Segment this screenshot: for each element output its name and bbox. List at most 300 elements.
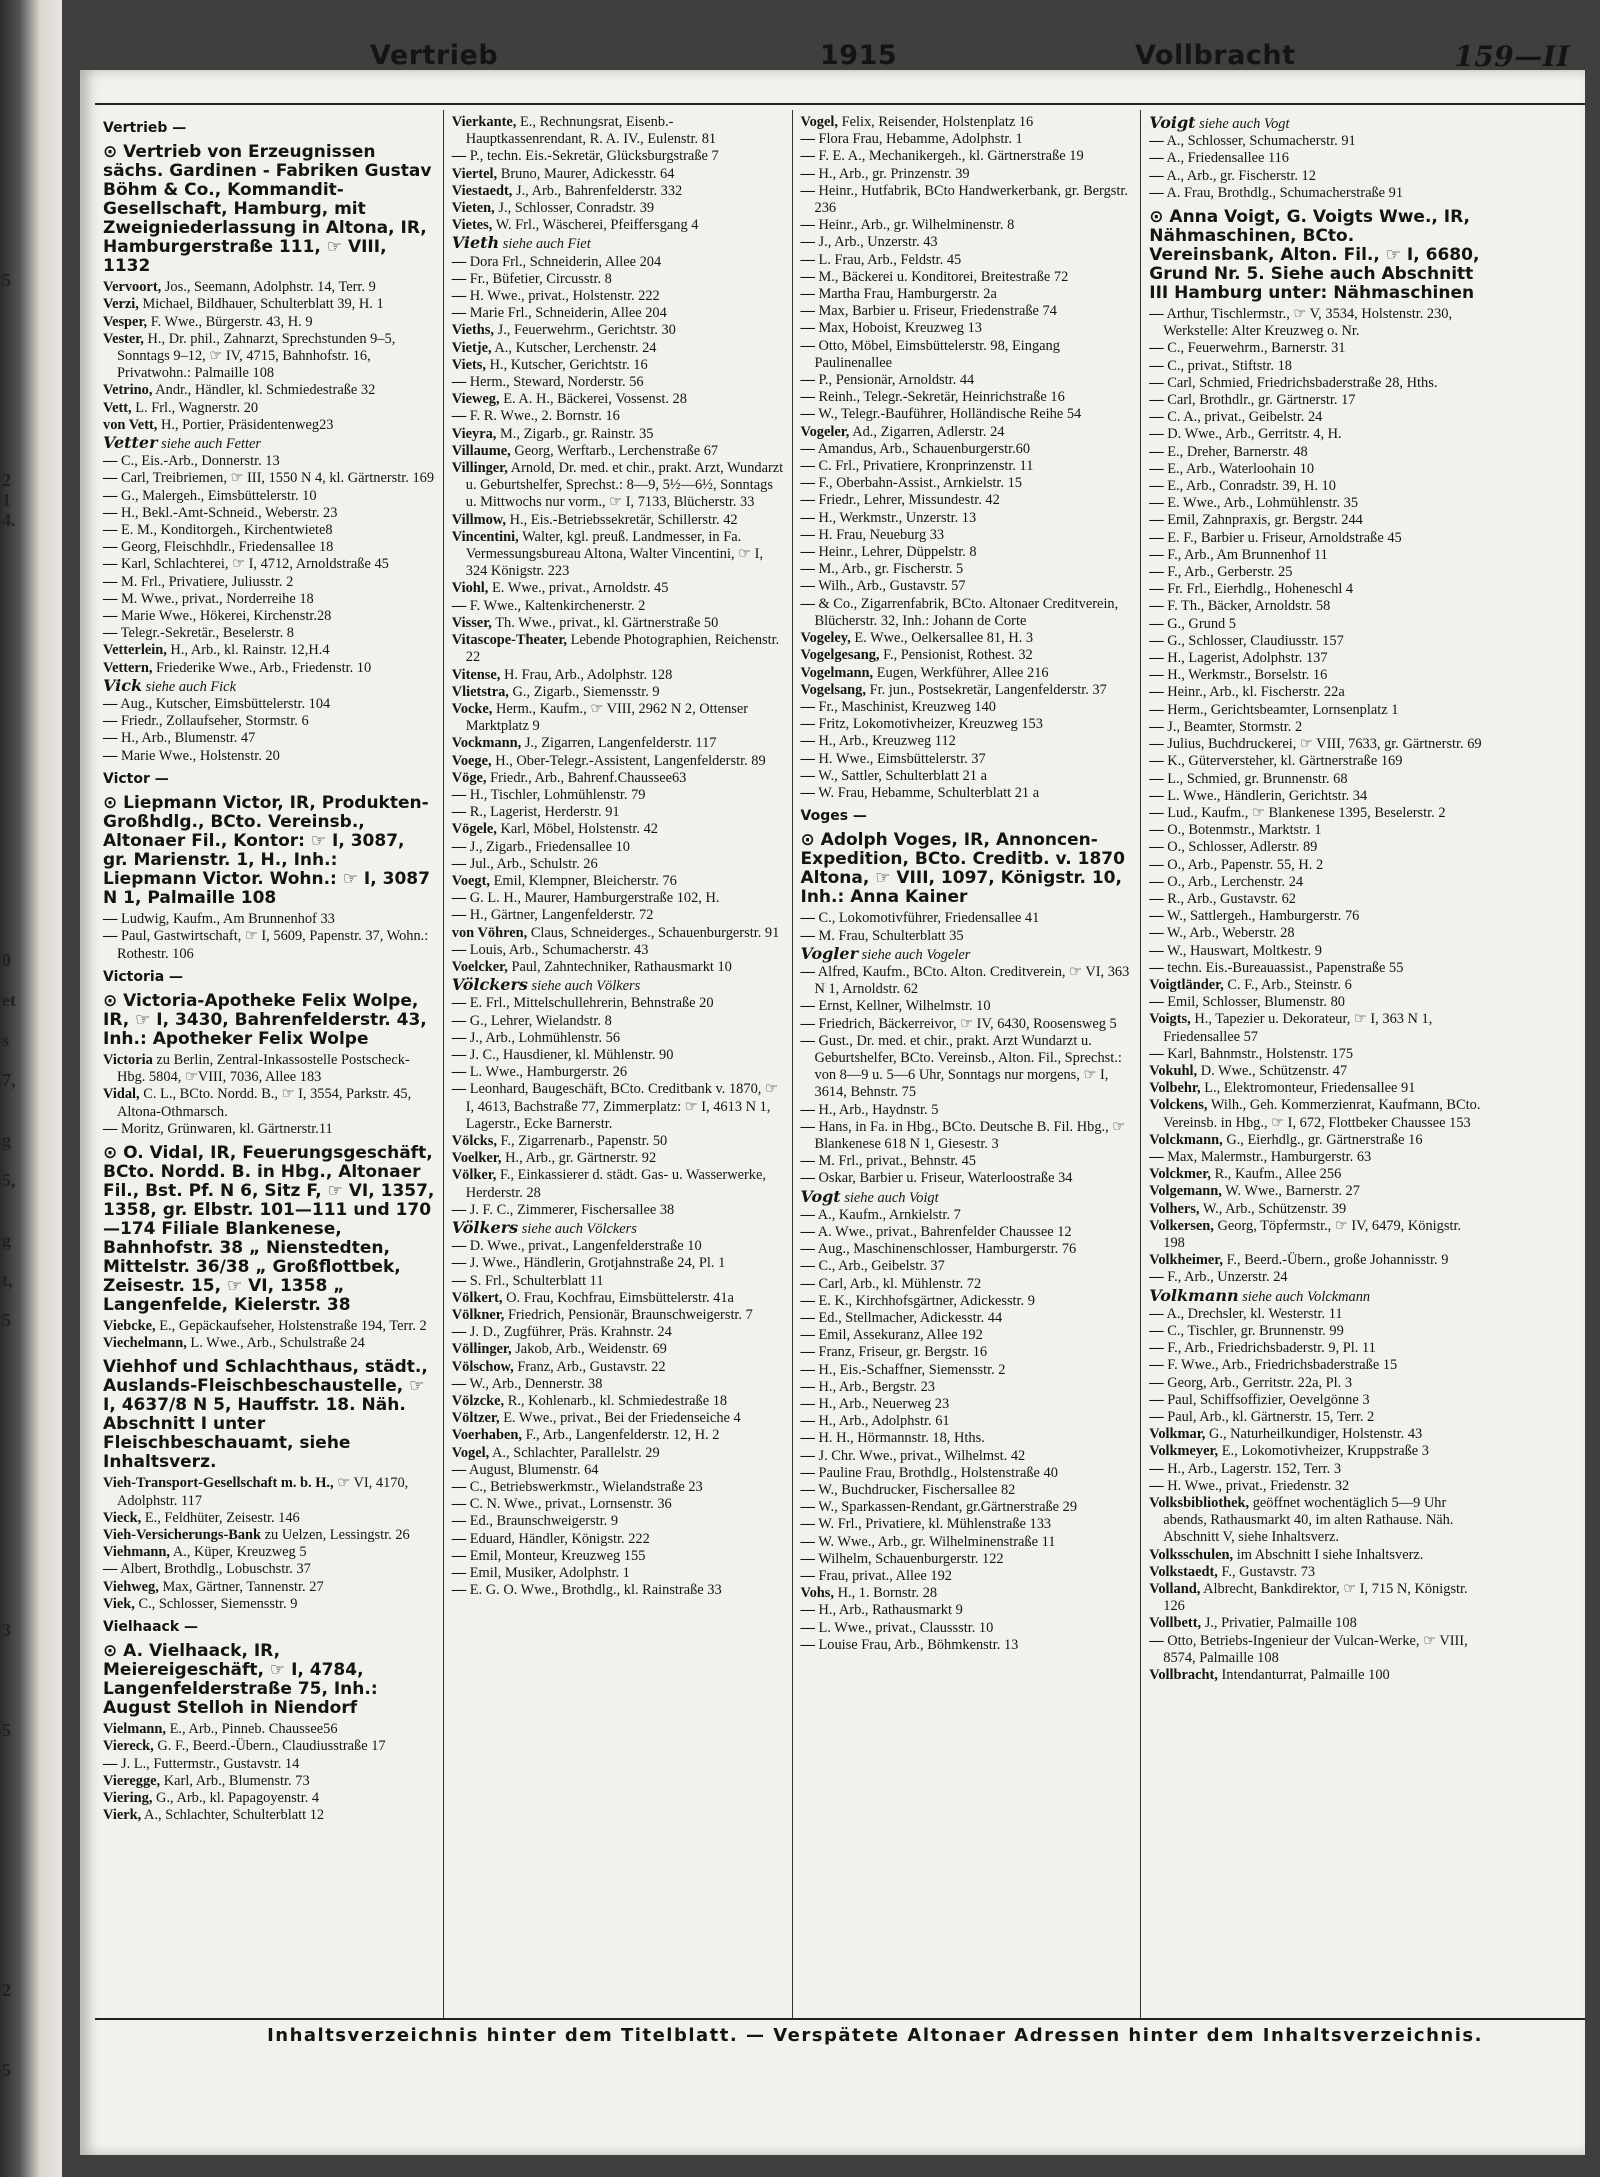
entry-surname: Volgemann, [1149, 1183, 1222, 1200]
entry-surname: — [800, 750, 815, 767]
directory-entry [452, 408, 784, 425]
entry-surname: — [451, 1565, 467, 1582]
entry-surname: — [1149, 890, 1164, 907]
entry-surname: — [451, 907, 467, 924]
directory-entry [452, 305, 784, 322]
entry-surname: — [451, 305, 467, 322]
directory-entry [1149, 392, 1482, 409]
directory-entry [452, 1393, 784, 1410]
directory-entry [452, 357, 784, 374]
directory-entry [1149, 857, 1482, 874]
directory-entry [103, 1527, 435, 1544]
entry-surname: — [800, 440, 815, 457]
entry-details: Heinr., Arb., gr. Wilhelminenstr. 8 [818, 217, 1015, 234]
entry-surname: — [1149, 959, 1164, 976]
directory-entry [801, 1465, 1133, 1482]
entry-details: G., Arb., kl. Papagoyenstr. 4 [156, 1789, 320, 1806]
directory-entry [1149, 994, 1482, 1011]
entry-surname: Villinger, [451, 460, 508, 477]
entry-surname: — [103, 1561, 118, 1578]
adjacent-page-fragment: et [2, 990, 16, 1010]
entry-details: K., Güterversteher, kl. Gärtnerstraße 169 [1167, 753, 1403, 770]
directory-entry [1149, 1478, 1482, 1495]
entry-details: C., Schlosser, Siemensstr. 9 [138, 1595, 298, 1612]
entry-details: Emil, Zahnpraxis, gr. Bergstr. 244 [1167, 512, 1363, 529]
entry-surname: — [451, 1201, 467, 1218]
entry-details: H., Kutscher, Gerichtstr. 16 [489, 356, 648, 373]
directory-entry [801, 166, 1133, 183]
entry-details: M., Bäckerei u. Konditorei, Breitestraße 72 [818, 268, 1069, 285]
entry-details: Louise Frau, Arb., Böhmkenstr. 13 [818, 1636, 1019, 1653]
entry-details: H. Wwe., Eimsbüttelerstr. 37 [818, 750, 986, 767]
entry-details: Jakob, Arb., Weidenstr. 69 [515, 1341, 667, 1358]
entry-details: D. Wwe., privat., Langenfelderstraße 10 [469, 1238, 702, 1255]
directory-entry [452, 632, 784, 666]
directory-entry [452, 114, 784, 148]
entry-details: Fr. Frl., Eierhdlg., Hoheneschl 4 [1167, 581, 1354, 598]
directory-entry [452, 1081, 784, 1133]
entry-details: C., Lokomotivführer, Friedensallee 41 [818, 910, 1040, 927]
entry-surname: Vesper, [103, 313, 148, 330]
directory-entry [452, 1341, 784, 1358]
entry-surname: Viehweg, [103, 1578, 159, 1595]
directory-entry [103, 1579, 435, 1596]
directory-entry [103, 730, 435, 747]
entry-surname: — [1149, 529, 1164, 546]
entry-surname: — [1149, 581, 1164, 598]
directory-entry [452, 856, 784, 873]
entry-surname: — [800, 389, 815, 406]
entry-details: Carl, Brothdlr., gr. Gärtnerstr. 17 [1167, 392, 1356, 409]
directory-entry [103, 1596, 435, 1613]
entry-surname: — [103, 590, 118, 607]
entry-surname: Voigt [1149, 113, 1196, 132]
entry-surname: Voerhaben, [451, 1427, 522, 1444]
directory-entry [452, 288, 784, 305]
entry-surname: — [1149, 512, 1164, 529]
directory-entry [452, 391, 784, 408]
directory-entry [452, 1307, 784, 1324]
directory-entry [1149, 1306, 1482, 1323]
directory-entry [452, 512, 784, 529]
entry-details: F., Arb., Friedrichsbaderstr. 9, Pl. 11 [1167, 1340, 1376, 1357]
entry-details: E. M., Konditorgeh., Kirchentwiete8 [121, 522, 333, 539]
directory-entry [1149, 1409, 1482, 1426]
entry-details: H., Tapezier u. Dekorateur, ☞ I, 363 N 1, Friedensallee 57 [1163, 1011, 1433, 1045]
entry-details: L. Wwe., privat., Claussstr. 10 [818, 1619, 994, 1636]
entry-surname: — [800, 767, 815, 784]
entry-details: Lud., Kaufm., ☞ Blankenese 1395, Beselerstr. 2 [1167, 804, 1446, 821]
directory-entry [103, 331, 435, 383]
entry-details: F., Zigarrenarb., Papenstr. 50 [500, 1132, 668, 1149]
entry-surname: Vollbracht, [1149, 1667, 1218, 1684]
directory-entry [452, 460, 784, 512]
entry-surname: Volksbibliothek, [1149, 1495, 1250, 1512]
directory-entry [801, 561, 1133, 578]
directory-entry [1149, 461, 1482, 478]
entry-surname: Volbehr, [1149, 1080, 1201, 1097]
header-rule [95, 103, 1585, 105]
directory-entry [1149, 633, 1482, 650]
entry-details: G., Lehrer, Wielandstr. 8 [469, 1012, 612, 1029]
entry-details: Max, Hoboist, Kreuzweg 13 [818, 320, 982, 337]
entry-details: Oskar, Barbier u. Friseur, Waterloostraße 34 [818, 1170, 1073, 1187]
directory-entry [452, 374, 784, 391]
entry-surname: Vöge, [451, 769, 487, 786]
directory-entry [452, 598, 784, 615]
entry-details: Emil, Klempner, Bleicherstr. 76 [493, 872, 677, 889]
entry-surname: Völschow, [451, 1358, 514, 1375]
entry-surname: Volkersen, [1149, 1217, 1214, 1234]
entry-surname: — [800, 1258, 815, 1275]
entry-surname: — [800, 1015, 815, 1032]
directory-entry [452, 1013, 784, 1030]
directory-entry [452, 804, 784, 821]
directory-entry [452, 580, 784, 597]
directory-entry [1149, 1323, 1482, 1340]
entry-surname: — [800, 1170, 815, 1187]
entry-surname: — [800, 131, 815, 148]
entry-details: F., Oberbahn-Assist., Arnkielstr. 15 [818, 475, 1023, 492]
entry-details: H., Arb., Haydnstr. 5 [818, 1101, 939, 1118]
directory-entry [1149, 1166, 1482, 1183]
entry-details: Leonhard, Baugeschäft, BCto. Creditbank v. 1870, ☞ I, 4613, Bachstraße 77, Zimmerplatz: ☞ I, 4613 N 1, Lagerstr., Ecke Barnerstr. [465, 1081, 778, 1132]
entry-details: Heinr., Lehrer, Düppelstr. 8 [818, 544, 977, 561]
entry-surname: Vieths, [451, 322, 494, 339]
entry-details: J., Schlosser, Conradstr. 39 [498, 200, 655, 217]
entry-surname: — [1149, 1305, 1164, 1322]
directory-entry [452, 942, 784, 959]
directory-entry [452, 254, 784, 271]
entry-surname: — [1149, 908, 1164, 925]
directory-entry [103, 1475, 435, 1509]
entry-details: Julius, Buchdruckerei, ☞ VIII, 7633, gr. Gärtnerstr. 69 [1167, 736, 1482, 753]
entry-surname: — [800, 372, 815, 389]
directory-entry [1149, 1564, 1482, 1581]
directory-entry [1149, 1011, 1482, 1045]
business-advertisement: ⊙ Adolph Voges, IR, Annoncen-Expedition, BCto. Creditb. v. 1870 Altona, ☞ VIII, 1097, Königstr. 10, Inh.: Anna Kainer [800, 830, 1125, 908]
entry-surname: Voegt, [451, 872, 490, 889]
directory-entry [1149, 1149, 1482, 1166]
entry-surname: Viechelmann, [103, 1335, 187, 1352]
entry-surname: — [800, 234, 815, 251]
entry-details: G. L. H., Maurer, Hamburgerstraße 102, H. [469, 890, 720, 907]
entry-details: Michael, Bildhauer, Schulterblatt 39, H. 1 [142, 296, 384, 313]
directory-entry [801, 1430, 1133, 1447]
directory-entry [1149, 340, 1482, 357]
directory-entry [103, 748, 435, 765]
entry-details: Reinh., Telegr.-Sekretär, Heinrichstraße 16 [818, 389, 1065, 406]
entry-surname: — [800, 1413, 815, 1430]
adjacent-page-fragment: 0 [2, 950, 11, 970]
entry-details: J. Chr. Wwe., privat., Wilhelmst. 42 [818, 1447, 1026, 1464]
entry-surname: — [451, 1479, 467, 1496]
directory-entry [801, 303, 1133, 320]
entry-surname: — [800, 1118, 815, 1135]
entry-surname: — [451, 1046, 467, 1063]
entry-details: Dora Frl., Schneiderin, Allee 204 [469, 253, 662, 270]
entry-surname: Villmow, [451, 511, 506, 528]
directory-entry [452, 1531, 784, 1548]
entry-surname: von Vöhren, [451, 924, 528, 941]
entry-surname: Völzcke, [451, 1393, 505, 1410]
directory-entry [103, 713, 435, 730]
entry-details: H., Arb., Kreuzweg 112 [818, 733, 956, 750]
entry-surname: Vieh-Transport-Gesellschaft m. b. H., [103, 1475, 334, 1492]
entry-surname: — [103, 625, 118, 642]
entry-details: Alfred, Kaufm., BCto. Alton. Creditverein, ☞ VI, 363 N 1, Arnoldstr. 62 [814, 963, 1130, 998]
entry-surname: — [800, 475, 815, 492]
directory-entry [801, 510, 1133, 527]
entry-details: C., Tischler, gr. Brunnenstr. 99 [1167, 1323, 1344, 1339]
directory-entry [1149, 1426, 1482, 1443]
directory-entry [801, 682, 1133, 699]
directory-entry [1149, 684, 1482, 701]
directory-entry [1149, 1201, 1482, 1218]
directory-entry [452, 787, 784, 804]
entry-surname: — [1149, 1374, 1164, 1391]
entry-details: Max, Malermstr., Hamburgerstr. 63 [1167, 1148, 1372, 1165]
entry-details: G. F., Beerd.-Übern., Claudiusstraße 17 [157, 1738, 386, 1755]
entry-details: Franz, Arb., Gustavstr. 22 [517, 1358, 666, 1375]
directory-entry [801, 1362, 1133, 1379]
entry-details: C., Eis.-Arb., Donnerstr. 13 [121, 453, 280, 470]
directory-entry [452, 1255, 784, 1272]
entry-details: Georg, Arb., Gerritstr. 22a, Pl. 3 [1167, 1374, 1353, 1391]
adjacent-page-fragment: t, [2, 1270, 13, 1290]
adjacent-page-fragment: 5 [2, 1720, 11, 1740]
entry-surname: Vierkante, [451, 114, 517, 130]
directory-entry [1149, 908, 1482, 925]
entry-surname: — [800, 217, 815, 234]
directory-entry [1149, 891, 1482, 908]
entry-details: H., Eis.-Betriebssekretär, Schillerstr. 42 [509, 511, 738, 528]
directory-entry [1149, 1080, 1482, 1097]
directory-entry [801, 1207, 1133, 1224]
entry-surname: Volkstaedt, [1149, 1563, 1218, 1580]
entry-details: geöffnet wochentäglich 5—9 Uhr abends, Rathausmarkt 40, im alten Rathause. Näh. Abschnitt V, siehe Inhaltsverz. [1163, 1495, 1454, 1546]
entry-surname: Vogelgesang, [800, 647, 880, 664]
cross-reference [452, 1219, 784, 1238]
entry-surname: Vieyra, [451, 425, 497, 442]
directory-entry [1149, 1667, 1482, 1684]
entry-surname: — [1149, 1409, 1164, 1426]
directory-entry [452, 1167, 784, 1201]
entry-details: G., Naturheilkundiger, Holstenstr. 43 [1208, 1426, 1423, 1443]
entry-details: H., Eis.-Schaffner, Siemensstr. 2 [818, 1361, 1006, 1378]
directory-entry [801, 733, 1133, 750]
entry-details: Ernst, Kellner, Wilhelmstr. 10 [818, 998, 991, 1015]
entry-details: M., Arb., gr. Fischerstr. 5 [818, 561, 964, 578]
directory-entry [452, 753, 784, 770]
entry-surname: — [800, 182, 815, 199]
adjacent-page-fragment: 5 [2, 1310, 11, 1330]
directory-entry [452, 183, 784, 200]
entry-details: F. R. Wwe., 2. Bornstr. 16 [469, 408, 620, 425]
entry-details: Arthur, Tischlermstr., ☞ V, 3534, Holstenstr. 230, Werkstelle: Alter Kreuzweg o. Nr. [1163, 306, 1453, 340]
column-1 [95, 110, 444, 2018]
entry-surname: — [103, 747, 118, 764]
directory-entry [801, 1482, 1133, 1499]
entry-details: J., Zigarb., Friedensallee 10 [469, 838, 631, 855]
entry-details: P., Pensionär, Arnoldstr. 44 [818, 372, 975, 389]
entry-surname: — [1149, 443, 1164, 460]
entry-details: J., Arb., Lohmühlenstr. 56 [469, 1029, 621, 1046]
entry-details: Fr., Büfetier, Circusstr. 8 [469, 270, 612, 287]
directory-entry [103, 1510, 435, 1527]
entry-surname: Viehmann, [103, 1544, 171, 1561]
directory-entry [1149, 650, 1482, 667]
directory-entry [801, 372, 1133, 389]
directory-entry [801, 578, 1133, 595]
entry-surname: Vettern, [103, 659, 153, 676]
entry-details: E. Frl., Mittelschullehrerin, Behnstraße 20 [469, 995, 714, 1012]
entry-surname: — [800, 698, 815, 715]
entry-details: H., Arb., kl. Rainstr. 12,H.4 [170, 642, 330, 659]
directory-entry [801, 1534, 1133, 1551]
entry-surname: — [800, 1430, 815, 1447]
entry-surname: Vieten, [451, 200, 495, 217]
entry-details: O., Arb., Papenstr. 55, H. 2 [1167, 856, 1324, 873]
entry-surname: Vohs, [800, 1585, 834, 1602]
entry-surname: Vieck, [103, 1509, 142, 1526]
directory-entry [103, 279, 435, 296]
entry-details: H., Gärtner, Langenfelderstr. 72 [469, 907, 654, 924]
entry-surname: Vollbett, [1149, 1615, 1202, 1632]
entry-details: L. Wwe., Händlerin, Gerichtstr. 34 [1167, 787, 1368, 804]
entry-details: F., Arb., Langenfelderstr. 12, H. 2 [525, 1427, 720, 1444]
entry-details: H., Arb., Lagerstr. 152, Terr. 3 [1167, 1460, 1342, 1477]
entry-surname: — [1149, 1477, 1164, 1494]
directory-entry [801, 665, 1133, 682]
page-footer: Inhaltsverzeichnis hinter dem Titelblatt. — Verspätete Altonaer Adressen hinter dem Inhaltsverzeichnis. [267, 2025, 1483, 2046]
entry-surname: — [451, 855, 467, 872]
directory-entry [452, 1582, 784, 1599]
entry-details: H., Arb., gr. Prinzenstr. 39 [818, 165, 970, 182]
directory-entry [452, 1479, 784, 1496]
adjacent-page-fragment: 7, [2, 1070, 16, 1090]
entry-details: H. Frau, Arb., Adolphstr. 128 [503, 666, 673, 683]
entry-surname: — [451, 1029, 467, 1046]
entry-details: Emil, Musiker, Adolphstr. 1 [469, 1565, 630, 1582]
entry-details: J., Privatier, Palmaille 108 [1204, 1615, 1357, 1632]
entry-surname: — [800, 492, 815, 509]
adjacent-page-fragment: s [2, 1030, 10, 1050]
entry-surname: — [451, 786, 467, 803]
entry-details: L., Schmied, gr. Brunnenstr. 68 [1167, 770, 1348, 787]
entry-details: Otto, Möbel, Eimsbüttelerstr. 98, Eingang Paulinenallee [814, 337, 1060, 371]
directory-entry [801, 1344, 1133, 1361]
entry-surname: — [451, 838, 467, 855]
entry-details: Otto, Betriebs-Ingenieur der Vulcan-Werke, ☞ VIII, 8574, Palmaille 108 [1163, 1632, 1468, 1666]
entry-surname: — [800, 251, 815, 268]
directory-entry [1149, 495, 1482, 512]
entry-surname: — [800, 716, 815, 733]
entry-surname: Völtzer, [451, 1410, 500, 1427]
entry-surname: — [1149, 1148, 1164, 1165]
entry-details: A., Schlachter, Schulterblatt 12 [144, 1807, 325, 1824]
directory-entry [452, 217, 784, 234]
entry-surname: — [1149, 133, 1164, 150]
entry-details: A., Küper, Kreuzweg 5 [172, 1544, 307, 1561]
entry-details: Friederike Wwe., Arb., Friedenstr. 10 [156, 659, 372, 676]
entry-surname: Volksschulen, [1149, 1546, 1234, 1563]
directory-entry [801, 964, 1133, 998]
entry-details: Paul, Gastwirtschaft, ☞ I, 5609, Papenstr. 37, Wohn.: Rothestr. 106 [117, 928, 429, 962]
directory-entry [103, 696, 435, 713]
directory-entry [103, 314, 435, 331]
entry-details: E. Wwe., Arb., Lohmühlenstr. 35 [1167, 495, 1359, 512]
directory-entry [801, 1016, 1133, 1033]
directory-entry [801, 1499, 1133, 1516]
entry-surname: Völkers [451, 1218, 519, 1237]
directory-entry [801, 699, 1133, 716]
entry-surname: — [800, 286, 815, 303]
directory-entry [1149, 1046, 1482, 1063]
directory-entry [452, 1133, 784, 1150]
entry-surname: Voigts, [1149, 1011, 1191, 1028]
directory-entry [801, 1516, 1133, 1533]
entry-surname: — [1149, 822, 1164, 839]
entry-surname: — [800, 406, 815, 423]
entry-surname: Volland, [1149, 1581, 1201, 1598]
entry-details: A. Wwe., privat., Bahrenfelder Chaussee 12 [817, 1223, 1072, 1240]
entry-details: Wilh., Arb., Gustavstr. 57 [818, 578, 966, 595]
entry-details: A., Schlosser, Schumacherstr. 91 [1166, 133, 1356, 150]
directory-entry [801, 1276, 1133, 1293]
header-year: 1915 [820, 40, 898, 71]
entry-details: P., techn. Eis.-Sekretär, Glücksburgstraße 7 [469, 148, 719, 165]
entry-details: W. Wwe., Barnerstr. 27 [1225, 1183, 1360, 1200]
entry-details: J. Wwe., Händlerin, Grotjahnstraße 24, Pl. 1 [469, 1255, 726, 1272]
entry-surname: Vogel, [451, 1444, 490, 1461]
entry-details: Marie Wwe., Holstenstr. 20 [121, 747, 280, 764]
entry-details: Heinr., Hutfabrik, BCto Handwerkerbank, gr. Bergstr. 236 [814, 182, 1128, 217]
entry-surname: — [1149, 1323, 1164, 1339]
directory-entry [103, 1738, 435, 1755]
entry-details: zu Berlin, Zentral-Inkassostelle Postscheck-Hbg. 5804, ☞VIII, 7036, Allee 183 [117, 1051, 410, 1086]
entry-surname: — [800, 165, 815, 182]
entry-surname: — [800, 1327, 815, 1344]
entry-details: Carl, Arb., kl. Mühlenstr. 72 [818, 1275, 982, 1292]
entry-details: J., Arb., Unzerstr. 43 [818, 234, 938, 251]
footer-rule [95, 2018, 1585, 2020]
entry-surname: Vogeler, [800, 423, 850, 440]
entry-surname: Vogt [800, 1186, 841, 1206]
directory-entry [452, 529, 784, 581]
directory-entry [801, 1585, 1133, 1602]
directory-entry [1149, 702, 1482, 719]
entry-surname: Vetterlein, [103, 642, 167, 659]
entry-surname: — [1149, 598, 1164, 615]
directory-entry [1149, 1392, 1482, 1409]
directory-entry [103, 608, 435, 625]
entry-details: Franz, Friseur, gr. Bergstr. 16 [818, 1344, 988, 1361]
directory-entry [1149, 1269, 1482, 1286]
directory-entry [801, 1379, 1133, 1396]
entry-details: E. G. O. Wwe., Brothdlg., kl. Rainstraße 33 [469, 1582, 722, 1599]
entry-details: Lebende Photographien, Reichenstr. 22 [465, 632, 780, 666]
directory-entry [1149, 409, 1482, 426]
entry-details: Eduard, Händler, Königstr. 222 [469, 1530, 650, 1547]
directory-entry [1149, 667, 1482, 684]
directory-entry [801, 1153, 1133, 1170]
entry-surname: Volkmeyer, [1149, 1443, 1219, 1460]
entry-surname: — [800, 733, 815, 750]
entry-surname: — [800, 1378, 815, 1395]
entry-surname: — [1149, 495, 1164, 512]
entry-surname: — [103, 504, 118, 521]
